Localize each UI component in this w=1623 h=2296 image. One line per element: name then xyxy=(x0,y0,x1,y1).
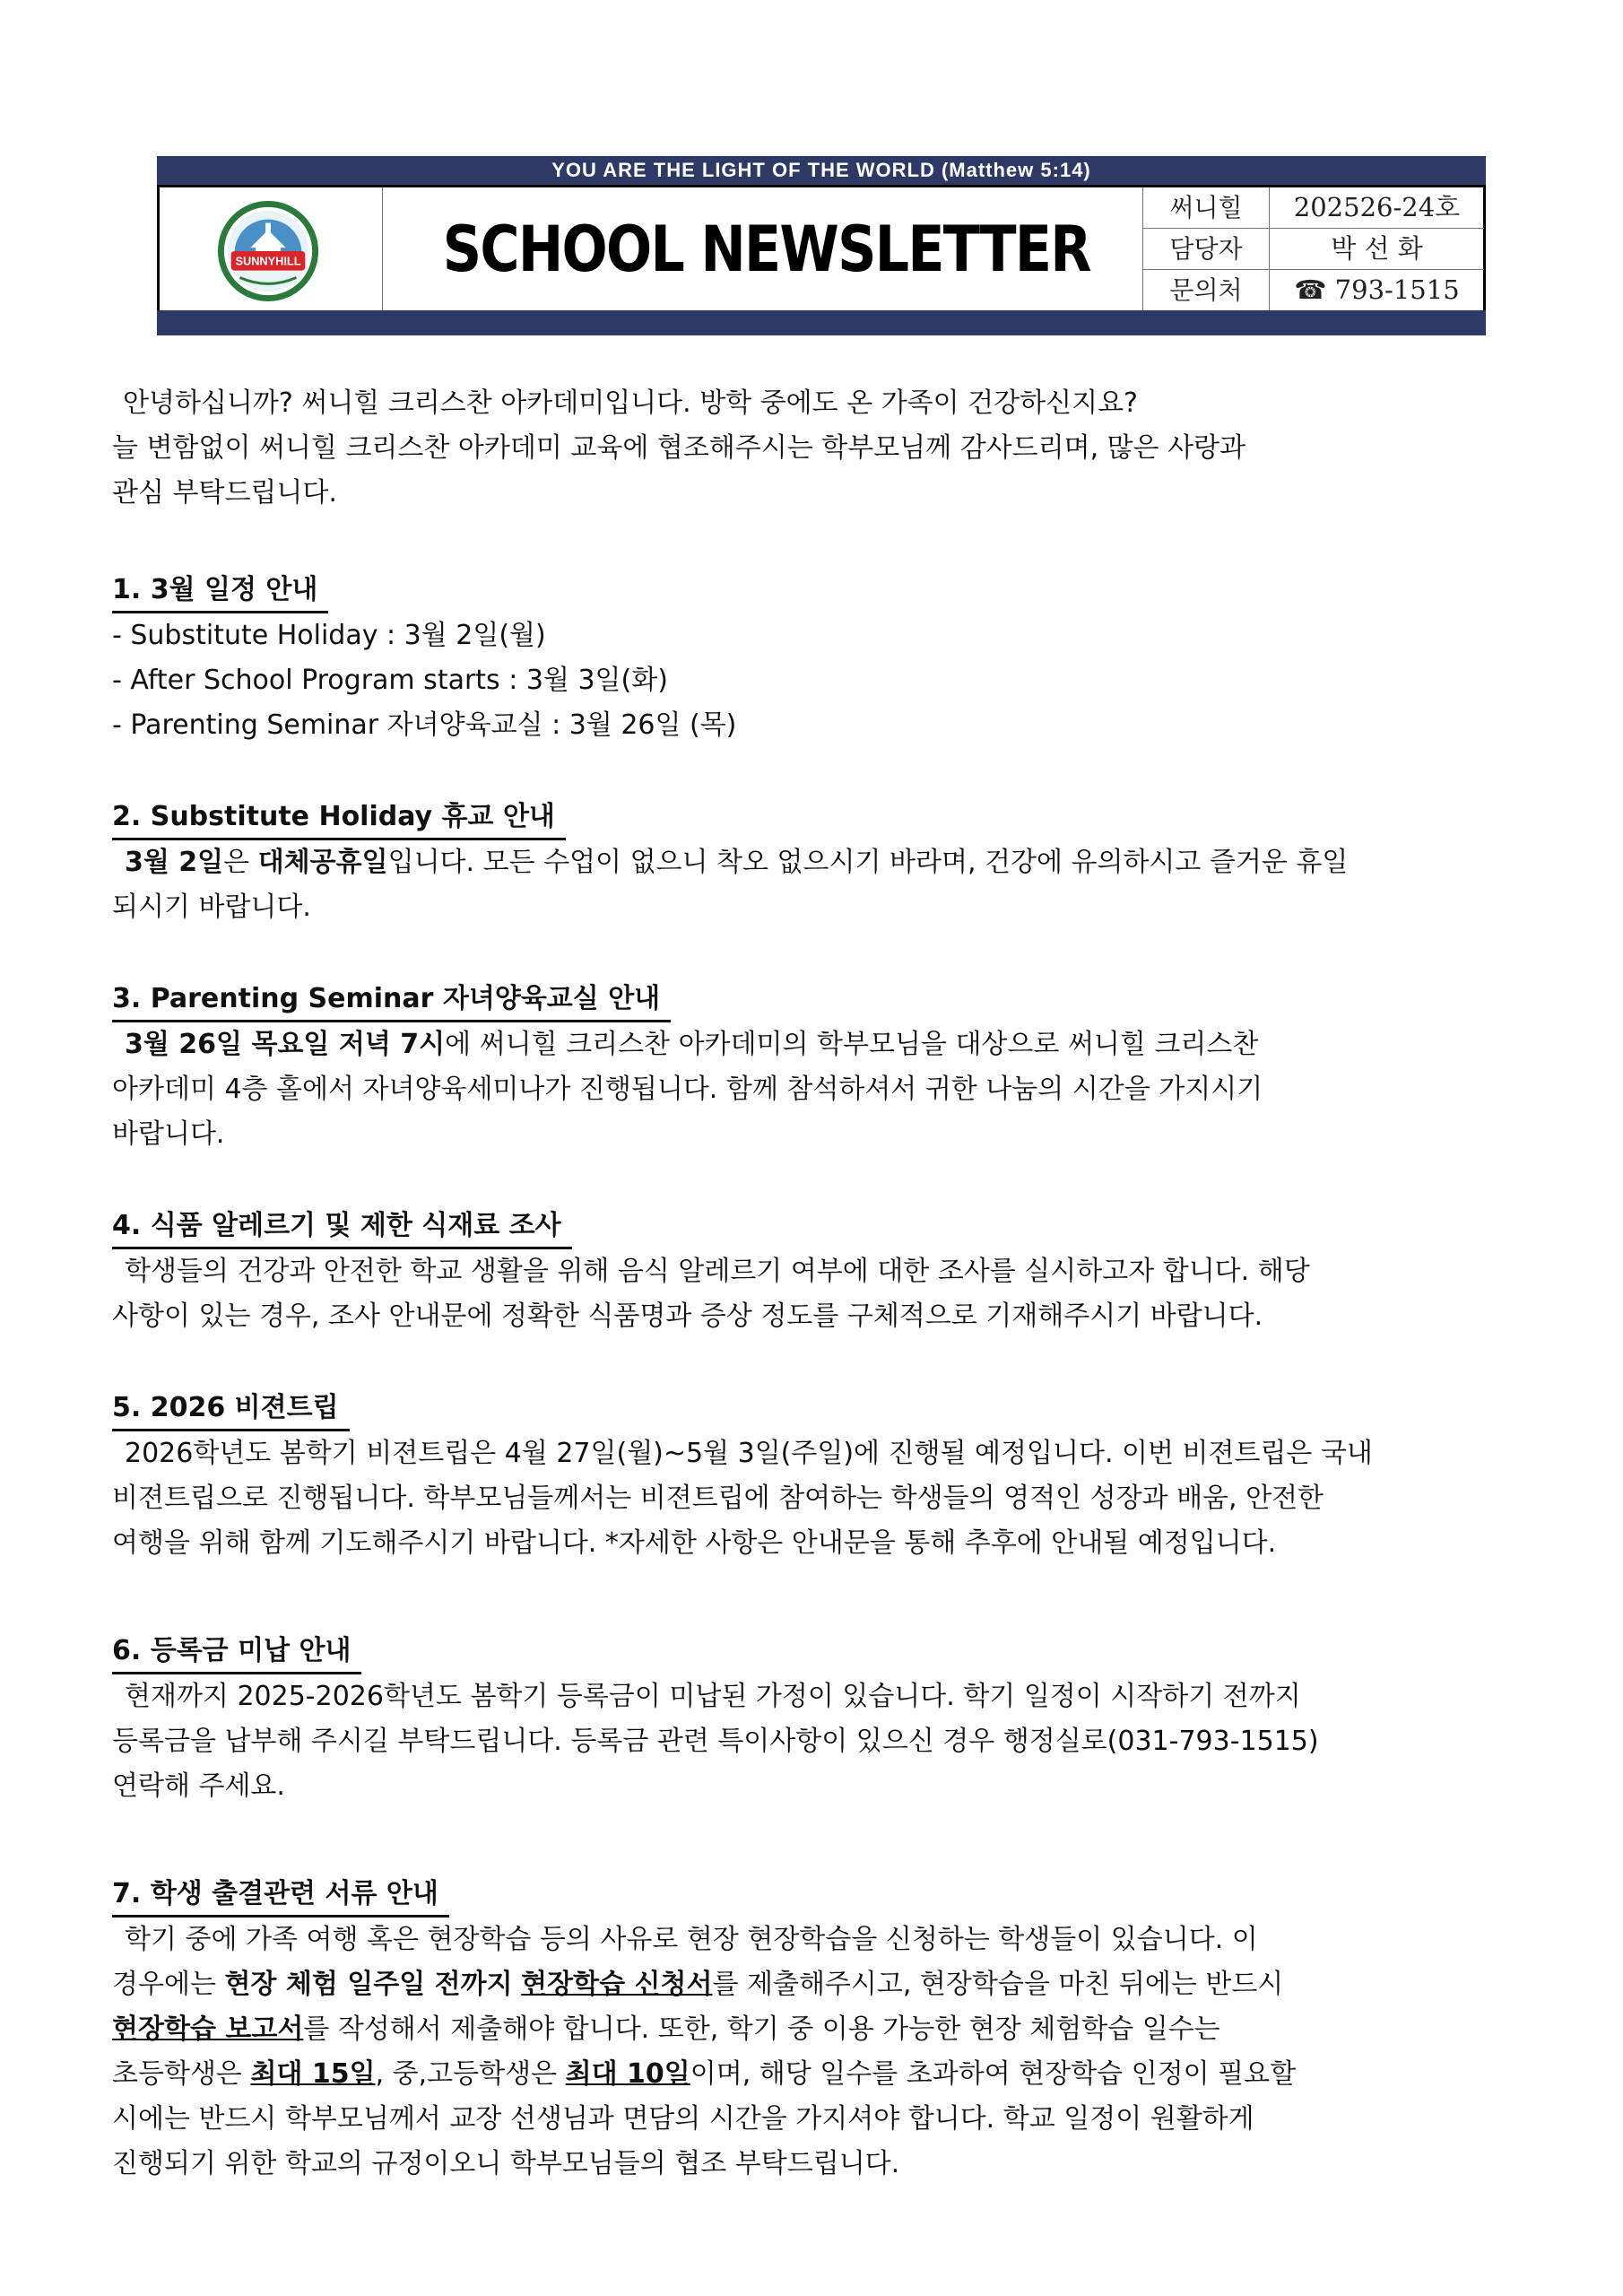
section-title: 6. 등록금 미납 안내 xyxy=(112,1631,361,1674)
issue-number: 202526-24호 xyxy=(1293,192,1461,222)
section-tuition-unpaid xyxy=(112,1629,1529,1809)
intro-line: 관심 부탁드립니다. xyxy=(112,477,337,509)
header-box xyxy=(157,185,1486,313)
header-bottom-bar xyxy=(157,310,1486,335)
phone-number: ☎ 793-1515 xyxy=(1294,274,1460,305)
section-text: 바랍니다. xyxy=(112,1118,225,1150)
section-text xyxy=(112,1022,1529,1067)
report-form: 현장학습 보고서 xyxy=(112,2013,304,2045)
section-title: 7. 학생 출결관련 서류 안내 xyxy=(112,1874,449,1918)
text-span: 입니다. 모든 수업이 없으니 착오 없으시기 바라며, 건강에 유의하시고 즐거운 휴일 xyxy=(387,847,1349,878)
info-row-phone xyxy=(1143,270,1484,310)
newsletter-body xyxy=(112,381,1529,2233)
newsletter-title: SCHOOL NEWSLETTER xyxy=(442,212,1090,286)
secondary-max-days: 최대 10일 xyxy=(565,2058,690,2090)
logo-cell xyxy=(160,187,383,310)
section-attendance-docs xyxy=(112,1872,1529,2187)
list-item: - Parenting Seminar 자녀양육교실 : 3월 26일 (목) xyxy=(112,709,737,741)
info-table xyxy=(1142,187,1484,310)
section-text: 학생들의 건강과 안전한 학교 생활을 위해 음식 알레르기 여부에 대한 조사를 실시하고자 합니다. 해당 xyxy=(125,1256,1310,1287)
section-text: 아카데미 4층 홀에서 자녀양육세미나가 진행됩니다. 함께 참석하셔서 귀한 나눔의 시간을 가지시기 xyxy=(112,1074,1263,1105)
logo-text: SUNNYHILL xyxy=(235,254,301,268)
title-cell xyxy=(383,187,1150,310)
list-item: - After School Program starts : 3월 3일(화) xyxy=(112,665,668,696)
section-parenting-seminar xyxy=(112,977,1529,1157)
text-span: 은 xyxy=(223,847,258,878)
text-span: , 중,고등학생은 xyxy=(375,2058,566,2090)
elementary-max-days: 최대 15일 xyxy=(250,2058,376,2090)
text-span: 를 작성해서 제출해야 합니다. 또한, 학기 중 이용 가능한 현장 체험학습 일수는 xyxy=(303,2013,1220,2045)
text-span: 를 제출해주시고, 현장학습을 마친 뒤에는 반드시 xyxy=(712,1969,1284,2000)
section-text: 학기 중에 가족 여행 혹은 현장학습 등의 사유로 현장 현장학습을 신청하는 학생들이 있습니다. 이 xyxy=(125,1924,1258,1955)
section-title: 4. 식품 알레르기 및 제한 식재료 조사 xyxy=(112,1205,572,1249)
section-text: 연락해 주세요. xyxy=(112,1770,285,1802)
section-title: 3. Parenting Seminar 자녀양육교실 안내 xyxy=(112,978,671,1022)
text-span: 초등학생은 xyxy=(112,2058,251,2090)
seminar-datetime: 3월 26일 목요일 저녁 7시 xyxy=(125,1029,446,1060)
section-title: 1. 3월 일정 안내 xyxy=(112,570,328,613)
school-logo xyxy=(215,198,321,304)
header-banner: YOU ARE THE LIGHT OF THE WORLD (Matthew 5:14) xyxy=(157,156,1486,185)
list-item: - Substitute Holiday : 3월 2일(월) xyxy=(112,620,546,651)
section-vision-trip xyxy=(112,1386,1529,1566)
section-text: 진행되기 위한 학교의 규정이오니 학부모님들의 협조 부탁드립니다. xyxy=(112,2148,900,2179)
contact-person: 박 선 화 xyxy=(1331,233,1423,264)
section-allergy-survey xyxy=(112,1204,1529,1339)
section-text: 사항이 있는 경우, 조사 안내문에 정확한 식품명과 증상 정도를 구체적으로 기재해주시기 바랍니다. xyxy=(112,1300,1263,1332)
info-label: 써니힐 xyxy=(1143,187,1270,228)
section-text xyxy=(112,1962,1529,2007)
section-text xyxy=(112,840,1529,885)
section-text xyxy=(112,2007,1529,2052)
section-text: 여행을 위해 함께 기도해주시기 바랍니다. *자세한 사항은 안내문을 통해 추후에 안내될 예정입니다. xyxy=(112,1527,1277,1559)
intro-line: 안녕하십니까? 써니힐 크리스찬 아카데미입니다. 방학 중에도 온 가족이 건강하신지요? xyxy=(123,387,1138,419)
section-title: 2. Substitute Holiday 휴교 안내 xyxy=(112,796,566,840)
section-text: 등록금을 납부해 주시길 부탁드립니다. 등록금 관련 특이사항이 있으신 경우 행정실로(031-793-1515) xyxy=(112,1726,1319,1757)
section-text: 되시기 바랍니다. xyxy=(112,891,311,923)
info-label: 담당자 xyxy=(1143,229,1270,269)
section-title: 5. 2026 비젼트립 xyxy=(112,1387,350,1431)
section-march-schedule xyxy=(112,568,1529,748)
info-row-issue xyxy=(1143,187,1484,229)
text-span xyxy=(513,1969,522,2000)
intro-line: 늘 변함없이 써니힐 크리스찬 아카데미 교육에 협조해주시는 학부모님께 감사드리며, 많은 사랑과 xyxy=(112,432,1246,464)
section-text xyxy=(112,2052,1529,2097)
holiday-type: 대체공휴일 xyxy=(257,847,388,878)
section-substitute-holiday xyxy=(112,795,1529,930)
application-form: 현장학습 신청서 xyxy=(521,1969,713,2000)
section-text: 2026학년도 봄학기 비젼트립은 4월 27일(월)~5월 3일(주일)에 진행될 예정입니다. 이번 비젼트립은 국내 xyxy=(125,1438,1373,1469)
section-text: 시에는 반드시 학부모님께서 교장 선생님과 면담의 시간을 가지셔야 합니다. 학교 일정이 원활하게 xyxy=(112,2103,1254,2135)
info-label: 문의처 xyxy=(1143,270,1270,310)
text-span: 경우에는 xyxy=(112,1969,225,2000)
section-text: 현재까지 2025-2026학년도 봄학기 등록금이 미납된 가정이 있습니다. 학기 일정이 시작하기 전까지 xyxy=(125,1681,1301,1712)
holiday-date: 3월 2일 xyxy=(125,847,224,878)
deadline-text: 현장 체험 일주일 전까지 xyxy=(224,1969,513,2000)
text-span: 이며, 해당 일수를 초과하여 현장학습 인정이 필요할 xyxy=(690,2058,1297,2090)
text-span: 에 써니힐 크리스찬 아카데미의 학부모님을 대상으로 써니힐 크리스찬 xyxy=(445,1029,1259,1060)
info-row-contact-person xyxy=(1143,229,1484,270)
intro xyxy=(112,381,1529,516)
section-text: 비젼트립으로 진행됩니다. 학부모님들께서는 비젼트립에 참여하는 학생들의 영적인 성장과 배움, 안전한 xyxy=(112,1483,1324,1514)
